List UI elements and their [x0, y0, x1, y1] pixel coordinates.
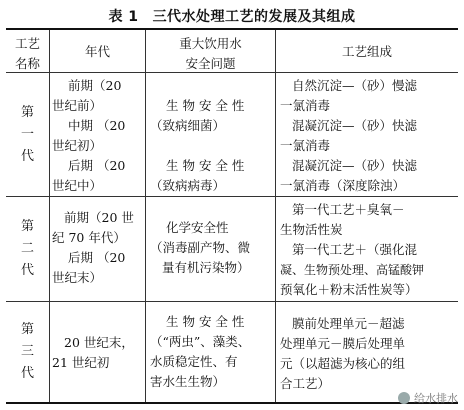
watermark	[398, 390, 458, 406]
header-era: 年代	[84, 44, 110, 59]
table-caption	[0, 6, 464, 26]
row1-era: 前期（20 世纪前） 中期 （20 世纪初） 后期 （20 世纪中）	[52, 78, 126, 193]
header-process-composition: 工艺组成	[341, 44, 392, 59]
col-divider-1	[49, 30, 50, 402]
col-divider-2	[145, 30, 146, 402]
table-title: 三代水处理工艺的发展及其组成	[152, 9, 356, 25]
top-rule	[6, 28, 458, 30]
row1-name: 第 一 代	[20, 104, 34, 164]
bottom-rule	[6, 402, 458, 404]
header-process-name: 工艺 名称	[14, 36, 40, 71]
row-divider-2	[6, 301, 458, 302]
row3-era: 20 世纪末， 21 世纪初	[52, 335, 134, 370]
row2-era: 前期（20 世 纪 70 年代） 后期 （20 世纪末）	[52, 210, 134, 285]
row2-name: 第 二 代	[20, 219, 34, 278]
header-safety-issue: 重大饮用水 安全问题	[179, 36, 242, 71]
table-number: 表 1	[108, 9, 139, 25]
row1-issue: 生 物 安 全 性 （致病细菌） 生 物 安 全 性 （致病病毒）	[150, 98, 245, 193]
watermark-text: 给水排水	[414, 392, 458, 405]
col-divider-3	[275, 30, 276, 402]
row1-process: 自然沉淀—（砂）慢滤 一氯消毒 混凝沉淀—（砂）快滤 一氯消毒 混凝沉淀—（砂）快滤 一氯消毒（深度除浊）	[280, 78, 418, 193]
row-divider-1	[6, 196, 458, 197]
row3-issue: 生 物 安 全 性 （“两虫”、藻类、 水质稳定性、有 害水生生物）	[150, 314, 251, 389]
row2-issue: 化学安全性 （消毒副产物、微 量有机污染物）	[150, 220, 251, 275]
wechat-logo-icon	[398, 392, 410, 404]
row3-process: 膜前处理单元－超滤 处理单元－膜后处理单 元（以超滤为核心的组 合工艺）	[280, 316, 406, 391]
row2-process: 第一代工艺＋臭氧－ 生物活性炭 第一代工艺＋（强化混 凝、生物预处理、高锰酸钾 预氧化＋粉末活性炭等）	[280, 202, 425, 297]
row3-name: 第 三 代	[20, 322, 34, 381]
